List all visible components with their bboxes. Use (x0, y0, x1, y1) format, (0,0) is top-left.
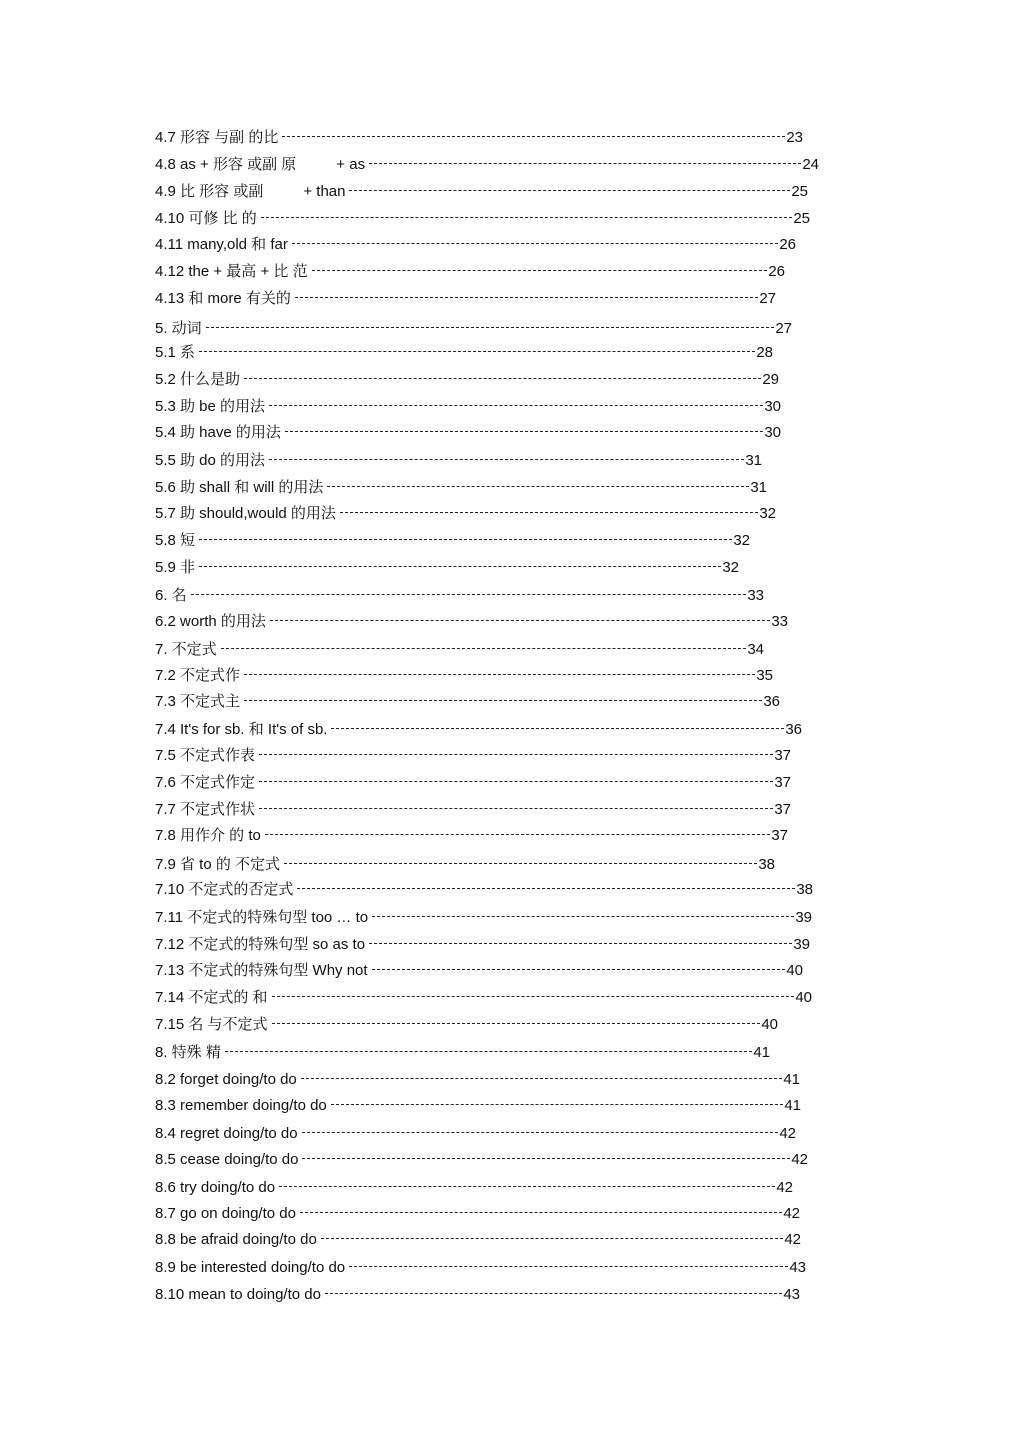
dot-leader (199, 539, 732, 540)
toc-entry[interactable] (155, 343, 773, 363)
dot-leader (259, 781, 773, 782)
toc-entry[interactable] (155, 612, 788, 632)
toc-page-number: 31 (745, 452, 762, 469)
toc-page-number: 40 (795, 989, 812, 1006)
toc-entry-label: 8.5 cease doing/to do (155, 1151, 299, 1168)
dot-leader (372, 969, 786, 970)
toc-page-number: 42 (776, 1179, 793, 1196)
dot-leader (279, 1186, 775, 1187)
toc-entry-label: 8.4 regret doing/to do (155, 1125, 298, 1142)
toc-entry[interactable] (155, 826, 788, 846)
toc-entry[interactable] (155, 289, 776, 309)
toc-page-number: 27 (759, 290, 776, 307)
toc-entry-label: 7.15 名 与不定式 (155, 1016, 268, 1033)
toc-page-number: 43 (783, 1286, 800, 1303)
toc-page-number: 32 (733, 532, 750, 549)
toc-entry[interactable] (155, 720, 802, 740)
toc-entry-label: 8.9 be interested doing/to do (155, 1259, 346, 1276)
dot-leader (191, 594, 747, 595)
toc-entry[interactable] (155, 504, 776, 524)
dot-leader (340, 512, 758, 513)
dot-leader (259, 808, 773, 809)
toc-entry[interactable] (155, 855, 775, 875)
dot-leader (325, 1293, 782, 1294)
toc-page-number: 24 (802, 156, 819, 173)
toc-page-number: 42 (783, 1205, 800, 1222)
toc-entry[interactable] (155, 155, 819, 175)
toc-entry-label: 5.2 什么是助 (155, 371, 241, 388)
toc-entry-label: 4.12 the + 最高 + 比 范 (155, 263, 308, 280)
toc-entry[interactable] (155, 558, 739, 578)
toc-page-number: 28 (756, 344, 773, 361)
toc-page-number: 32 (722, 559, 739, 576)
toc-page-number: 38 (796, 881, 813, 898)
dot-leader (372, 916, 794, 917)
toc-entry[interactable] (155, 1070, 800, 1090)
toc-entry[interactable] (155, 531, 750, 551)
toc-entry-label: 7.10 不定式的否定式 (155, 881, 294, 898)
toc-entry[interactable] (155, 209, 810, 229)
toc-entry-label: 8.3 remember doing/to do (155, 1097, 327, 1114)
toc-entry-label: 4.11 many,old 和 far (155, 236, 288, 253)
dot-leader (221, 648, 747, 649)
dot-leader (369, 943, 792, 944)
toc-entry[interactable] (155, 1258, 806, 1278)
toc-page-number: 37 (771, 827, 788, 844)
toc-page-number: 36 (785, 721, 802, 738)
toc-page-number: 42 (784, 1231, 801, 1248)
toc-entry-label: 8.2 forget doing/to do (155, 1071, 297, 1088)
toc-page-number: 36 (763, 693, 780, 710)
dot-leader (282, 136, 785, 137)
toc-entry[interactable] (155, 1124, 796, 1144)
dot-leader (302, 1158, 790, 1159)
toc-entry-label: 5.1 系 (155, 344, 196, 361)
dot-leader (295, 297, 758, 298)
dot-leader (297, 888, 795, 889)
toc-entry-label: 5.9 非 (155, 559, 196, 576)
dot-leader (259, 754, 773, 755)
toc-entry-label: 8.6 try doing/to do (155, 1179, 276, 1196)
toc-entry-label: 6. 名 (155, 587, 187, 604)
dot-leader (272, 996, 795, 997)
toc-page-number: 38 (758, 856, 775, 873)
toc-page-number: 37 (774, 747, 791, 764)
toc-entry-label: 7.2 不定式作 (155, 667, 241, 684)
toc-entry-label: 7.5 不定式作表 (155, 747, 256, 764)
toc-entry[interactable] (155, 908, 812, 928)
toc-entry[interactable] (155, 397, 781, 417)
toc-page-number: 37 (774, 801, 791, 818)
toc-entry[interactable] (155, 935, 810, 955)
toc-entry[interactable] (155, 1096, 801, 1116)
toc-entry[interactable] (155, 478, 767, 498)
toc-entry-label: 8.7 go on doing/to do (155, 1205, 296, 1222)
dot-leader (269, 459, 744, 460)
dot-leader (331, 728, 784, 729)
dot-leader (302, 1132, 779, 1133)
toc-page-number: 40 (761, 1016, 778, 1033)
dot-leader (269, 405, 763, 406)
toc-page-number: 32 (759, 505, 776, 522)
toc-entry[interactable] (155, 235, 796, 255)
toc-entry-label: 7. 不定式 (155, 641, 217, 658)
toc-entry[interactable] (155, 451, 762, 471)
dot-leader (272, 1023, 761, 1024)
toc-entry[interactable] (155, 319, 792, 339)
toc-page-number: 33 (747, 587, 764, 604)
toc-entry[interactable] (155, 880, 813, 900)
toc-entry-label: 7.8 用作介 的 to (155, 827, 261, 844)
toc-entry-label: 5.3 助 be 的用法 (155, 398, 266, 415)
toc-entry-label: 5.8 短 (155, 532, 196, 549)
toc-page-number: 39 (793, 936, 810, 953)
toc-page-number: 30 (764, 398, 781, 415)
toc-entry[interactable] (155, 1043, 770, 1063)
dot-leader (327, 486, 749, 487)
dot-leader (321, 1238, 784, 1239)
toc-page-number: 26 (768, 263, 785, 280)
toc-entry[interactable] (155, 1230, 801, 1250)
dot-leader (349, 190, 790, 191)
toc-entry[interactable] (155, 692, 780, 712)
toc-page-number: 30 (764, 424, 781, 441)
toc-page-number: 35 (756, 667, 773, 684)
dot-leader (199, 566, 721, 567)
toc-entry[interactable] (155, 370, 779, 390)
toc-entry[interactable] (155, 1178, 793, 1198)
toc-page-number: 26 (779, 236, 796, 253)
dot-leader (301, 1078, 783, 1079)
toc-entry-label: 7.6 不定式作定 (155, 774, 256, 791)
dot-leader (244, 378, 761, 379)
dot-leader (199, 351, 755, 352)
dot-leader (369, 163, 801, 164)
toc-entry[interactable] (155, 128, 803, 148)
toc-entry-label: 7.3 不定式主 (155, 693, 241, 710)
toc-page-number: 40 (786, 962, 803, 979)
toc-entry-label: 7.12 不定式的特殊句型 so as to (155, 936, 366, 953)
toc-page-number: 27 (775, 320, 792, 337)
toc-entry-label: 7.7 不定式作状 (155, 801, 256, 818)
toc-entry[interactable] (155, 666, 773, 686)
toc-entry[interactable] (155, 586, 764, 606)
toc-page-number: 41 (783, 1071, 800, 1088)
dot-leader (284, 863, 757, 864)
toc-entry[interactable] (155, 773, 791, 793)
toc-entry[interactable] (155, 640, 764, 660)
toc-entry-label: 8. 特殊 精 (155, 1044, 221, 1061)
dot-leader (300, 1212, 782, 1213)
toc-entry[interactable] (155, 1204, 800, 1224)
toc-entry[interactable] (155, 1015, 778, 1035)
dot-leader (331, 1104, 784, 1105)
toc-page-number: 31 (750, 479, 767, 496)
dot-leader (225, 1051, 752, 1052)
toc-entry-label: 5.4 助 have 的用法 (155, 424, 281, 441)
toc-entry[interactable] (155, 746, 791, 766)
toc-entry-label: 4.8 as + 形容 或副 原 (155, 156, 297, 173)
dot-leader (270, 620, 770, 621)
dot-leader (261, 217, 793, 218)
toc-entry-label: 7.13 不定式的特殊句型 Why not (155, 962, 368, 979)
toc-entry-label: 5. 动词 (155, 320, 202, 337)
toc-entry-label: 5.6 助 shall 和 will 的用法 (155, 479, 324, 496)
dot-leader (244, 674, 755, 675)
toc-entry-label: 8.8 be afraid doing/to do (155, 1231, 317, 1248)
toc-entry-label: 7.9 省 to 的 不定式 (155, 856, 281, 873)
toc-page-number: 39 (795, 909, 812, 926)
toc-entry-label: 7.14 不定式的 和 (155, 989, 268, 1006)
dot-leader (206, 327, 775, 328)
toc-entry-label: 8.10 mean to doing/to do (155, 1286, 321, 1303)
dot-leader (265, 834, 770, 835)
toc-page-number: 23 (786, 129, 803, 146)
toc-entry-label: 4.7 形容 与副 的比 (155, 129, 279, 146)
toc-entry-label: 5.7 助 should,would 的用法 (155, 505, 336, 522)
toc-entry[interactable] (155, 423, 781, 443)
toc-entry[interactable] (155, 182, 808, 202)
toc-page-number: 43 (789, 1259, 806, 1276)
toc-entry-label: 7.11 不定式的特殊句型 too … to (155, 909, 369, 926)
toc-page-number: 34 (747, 641, 764, 658)
dot-leader (285, 431, 763, 432)
toc-entry-label: 5.5 助 do 的用法 (155, 452, 266, 469)
toc-entry-suffix: + as (336, 156, 366, 173)
toc-page-number: 41 (784, 1097, 801, 1114)
toc-entry[interactable] (155, 961, 803, 981)
toc-page-number: 29 (762, 371, 779, 388)
dot-leader (292, 243, 778, 244)
toc-entry-label: 7.4 It's for sb. 和 It's of sb. (155, 721, 328, 738)
toc-page-number: 42 (791, 1151, 808, 1168)
toc-entry[interactable] (155, 800, 791, 820)
toc-page-number: 41 (753, 1044, 770, 1061)
toc-entry-label: 4.10 可修 比 的 (155, 210, 257, 227)
dot-leader (312, 270, 768, 271)
dot-leader (349, 1266, 788, 1267)
toc-entry[interactable] (155, 1285, 800, 1305)
toc-page-number: 33 (771, 613, 788, 630)
toc-entry-suffix: + than (303, 183, 346, 200)
toc-page-number: 25 (791, 183, 808, 200)
toc-page-number: 42 (779, 1125, 796, 1142)
toc-entry-label: 4.9 比 形容 或副 (155, 183, 264, 200)
toc-page-number: 25 (793, 210, 810, 227)
dot-leader (244, 700, 762, 701)
toc-page-number: 37 (774, 774, 791, 791)
toc-entry-label: 6.2 worth 的用法 (155, 613, 266, 630)
toc-entry-label: 4.13 和 more 有关的 (155, 290, 291, 307)
toc-entry[interactable] (155, 1150, 808, 1170)
toc-entry[interactable] (155, 988, 812, 1008)
toc-entry[interactable] (155, 262, 785, 282)
